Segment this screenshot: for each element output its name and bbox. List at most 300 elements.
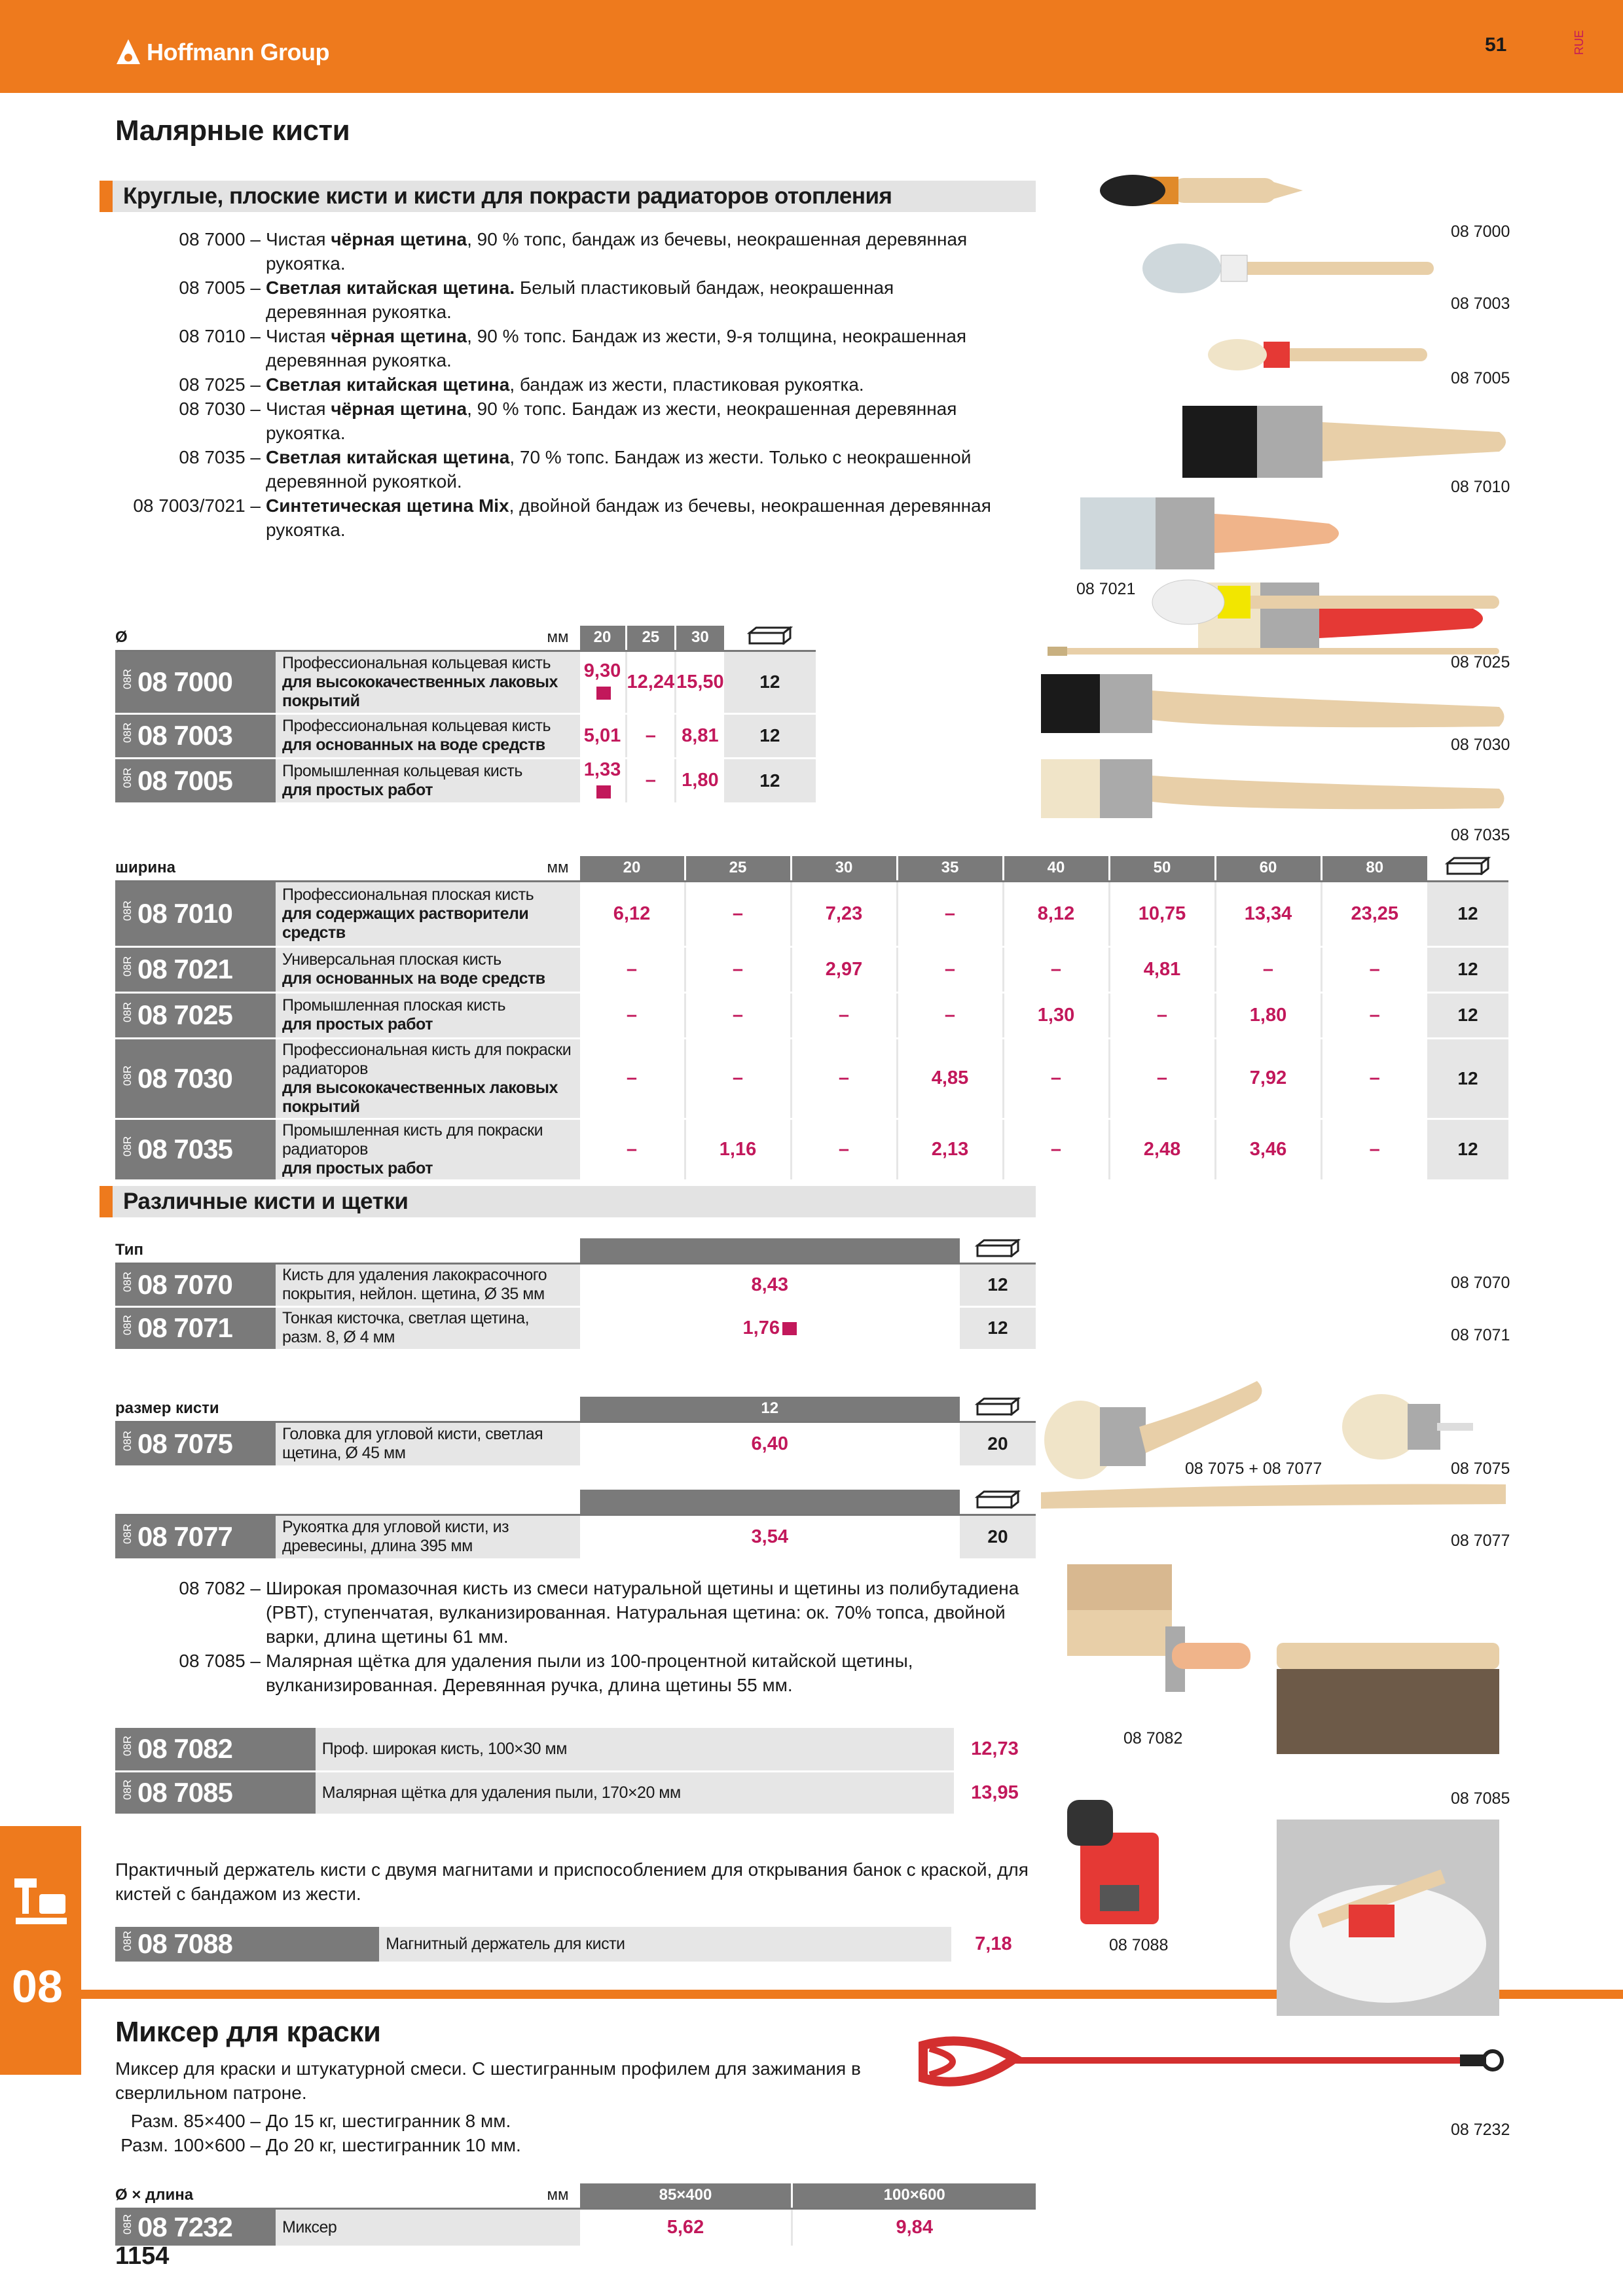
desc-item — [115, 227, 993, 276]
desc-line: Промышленная кольцевая кисть — [282, 761, 522, 780]
desc-line: Профессиональная плоская кисть — [282, 885, 534, 904]
header-label: ширина — [115, 856, 276, 881]
desc-line: Малярная щётка для удаления пыли, 170×20 мм — [321, 1783, 681, 1802]
prefix: 08R — [121, 900, 134, 921]
size-header — [579, 1238, 960, 1263]
desc-text: Светлая китайская щетина, бандаж из жести, пластиковая рукоятка. — [266, 374, 864, 395]
price-value — [897, 946, 1003, 992]
size-header — [579, 1490, 960, 1515]
desc-line: Промышленная кисть для покраски радиаторов — [282, 1121, 543, 1158]
brush-7003-image — [1142, 243, 1434, 293]
caption-7077: 08 7077 — [1451, 1532, 1510, 1550]
logo-text: Hoffmann Group — [147, 39, 329, 65]
price-value — [579, 1515, 960, 1559]
logo-icon — [115, 38, 141, 67]
prefix: 08R — [121, 2214, 134, 2234]
product-description — [276, 1306, 579, 1350]
price-text: – — [1050, 1067, 1062, 1088]
package-icon — [975, 1239, 1021, 1257]
desc-code: 08 7035 – — [179, 447, 261, 467]
language-code: RUE — [1573, 29, 1586, 55]
highlight-square — [782, 1322, 797, 1335]
caption-7000: 08 7000 — [1451, 223, 1510, 241]
prefix: 08R — [121, 1314, 134, 1335]
prefix: 08R — [121, 1136, 134, 1157]
mixer-title: Миксер для краски — [115, 2016, 381, 2048]
size-header: 25 — [685, 856, 791, 881]
prefix: 08R — [121, 668, 134, 689]
size-text: До 20 кг, шестигранник 10 мм. — [266, 2135, 521, 2155]
product-description — [276, 1119, 579, 1180]
price-text: 2,13 — [931, 1138, 969, 1160]
price-text: – — [645, 770, 656, 791]
price-value — [676, 758, 724, 803]
article-number[interactable] — [115, 758, 276, 803]
prefix: 08R — [121, 1001, 134, 1022]
desc-code: 08 7005 – — [179, 278, 261, 298]
product-description — [276, 713, 579, 758]
desc-line: Рукоятка для угловой кисти, из древесины, длина 395 мм — [282, 1518, 509, 1555]
header-unit — [276, 1490, 579, 1515]
article-number[interactable] — [115, 2208, 276, 2246]
section-bar-1 — [100, 181, 1036, 212]
price-value — [579, 1306, 960, 1350]
price-text: – — [1156, 1067, 1168, 1088]
price-text: 12,73 — [971, 1738, 1019, 1759]
price-text: – — [626, 1004, 638, 1026]
caption-7088: 08 7088 — [1109, 1936, 1169, 1954]
brush-7035-image — [1041, 759, 1504, 818]
desc-line: Универсальная плоская кисть — [282, 950, 501, 969]
pack-qty: 20 — [960, 1515, 1036, 1559]
header-unit: мм — [276, 2183, 579, 2208]
size-header: 100×600 — [792, 2183, 1036, 2208]
price-value — [897, 1119, 1003, 1180]
desc-bold: Светлая китайская щетина — [266, 374, 510, 395]
size-header: 60 — [1215, 856, 1321, 881]
desc-line: Магнитный держатель для кисти — [386, 1934, 625, 1953]
price-text: – — [732, 958, 744, 980]
table-row — [115, 651, 816, 713]
desc-code: 08 7003/7021 – — [133, 495, 261, 516]
price-text: 9,30 — [583, 660, 621, 681]
price-text: – — [626, 958, 638, 980]
product-description — [276, 881, 579, 946]
article-code: 08 7232 — [137, 2212, 232, 2242]
desc-text: Светлая китайская щетина. Белый пластиковый бандаж, неокрашенная деревянная рукоятка. — [266, 278, 894, 322]
price-text: – — [838, 1138, 850, 1160]
product-illustrations — [1041, 170, 1512, 1558]
highlight-square — [596, 785, 611, 798]
price-value — [791, 992, 897, 1038]
holder-description: Практичный держатель кисти с двумя магнитами и приспособлением для открывания банок с краской, для кистей с бандажом из жести. — [115, 1859, 1029, 1904]
section-title: Круглые, плоские кисти и кисти для покрасти радиаторов отопления — [123, 183, 892, 209]
size-text: До 15 кг, шестигранник 8 мм. — [266, 2111, 511, 2131]
brush-7085-image — [1277, 1643, 1499, 1754]
product-description — [379, 1927, 950, 1962]
price-value — [791, 1038, 897, 1119]
caption-7010: 08 7010 — [1451, 478, 1510, 496]
price-text: 6,12 — [613, 903, 651, 924]
price-value — [950, 1927, 1036, 1962]
header-label: размер кисти — [115, 1397, 276, 1422]
pack-qty: 12 — [1427, 946, 1508, 992]
desc-line: Головка для угловой кисти, светлая щетина, Ø 45 мм — [282, 1425, 543, 1462]
pack-qty: 12 — [1427, 1038, 1508, 1119]
desc-code: 08 7010 – — [179, 326, 261, 346]
price-text: – — [626, 1067, 638, 1088]
paint-tools-icon — [10, 1872, 71, 1931]
brush-7010-image — [1182, 406, 1506, 478]
article-number[interactable] — [115, 1927, 379, 1962]
article-number[interactable] — [115, 946, 276, 992]
price-text: 2,97 — [825, 958, 863, 980]
article-number[interactable] — [115, 1422, 276, 1466]
brush-7005-image — [1208, 339, 1427, 370]
table-angle-brush-head — [115, 1397, 1036, 1467]
caption-7035: 08 7035 — [1451, 826, 1510, 844]
package-icon — [747, 626, 793, 645]
size-header: 35 — [897, 856, 1003, 881]
desc-item — [115, 445, 993, 493]
table-header — [115, 626, 816, 651]
qty-header — [960, 1490, 1036, 1515]
desc-bold: чёрная щетина — [331, 229, 467, 249]
page-title: Малярные кисти — [115, 115, 350, 147]
product-description — [276, 2208, 579, 2246]
section-bar-2 — [100, 1186, 1036, 1217]
handle-7077-image — [1041, 1484, 1506, 1509]
package-icon — [975, 1490, 1021, 1509]
price-value — [953, 1771, 1036, 1814]
desc-bold: чёрная щетина — [331, 399, 467, 419]
header-unit: мм — [276, 856, 579, 881]
desc-item — [115, 276, 993, 324]
price-text: 1,80 — [1249, 1004, 1287, 1026]
product-description — [276, 651, 579, 713]
header-label: Ø × длина — [115, 2183, 276, 2208]
price-text: 10,75 — [1138, 903, 1186, 924]
article-number[interactable] — [115, 651, 276, 713]
mixer-size-item — [115, 2133, 835, 2157]
table-header — [115, 2183, 1036, 2208]
price-text: 8,81 — [682, 725, 719, 746]
size-header: 30 — [791, 856, 897, 881]
caption-7085: 08 7085 — [1451, 1789, 1510, 1808]
mixer-description: Миксер для краски и штукатурной смеси. С шестигранным профилем для зажимания в сверлильном патроне. — [115, 2058, 861, 2103]
product-description — [276, 1263, 579, 1306]
desc-text: Чистая чёрная щетина, 90 % топс, бандаж из бечевы, неокрашенная деревянная рукоятка. — [266, 229, 968, 274]
table-various-brushes — [115, 1238, 1036, 1351]
price-text: – — [1156, 1004, 1168, 1026]
article-code: 08 7082 — [137, 1733, 232, 1765]
highlight-square — [596, 687, 611, 700]
desc-text: Широкая промазочная кисть из смеси натуральной щетины и щетины из полибутадиена (PBT), ступенчатая, вулканизированная. Натуральная щетина: ок. 70% топса, двойной варки, длина щетины 61 мм. — [266, 1578, 1019, 1647]
price-value — [626, 758, 676, 803]
table-row — [115, 1927, 1036, 1962]
desc-code: 08 7030 – — [179, 399, 261, 419]
holder-7088-image — [1067, 1800, 1159, 1924]
desc-item — [115, 1576, 1032, 1649]
price-text: 5,62 — [666, 2216, 704, 2238]
pack-qty: 12 — [724, 651, 816, 713]
table-row — [115, 1515, 1036, 1559]
article-code: 08 7075 — [137, 1428, 232, 1459]
price-text: – — [626, 1138, 638, 1160]
price-value — [685, 1038, 791, 1119]
brush-7075-image — [1342, 1394, 1473, 1460]
price-text: – — [1050, 958, 1062, 980]
price-text: – — [1369, 1067, 1380, 1088]
chapter-number: 08 — [12, 1961, 63, 2012]
article-number[interactable] — [115, 1038, 276, 1119]
prefix: 08R — [121, 1271, 134, 1292]
price-value — [579, 1263, 960, 1306]
price-text: 1,80 — [682, 770, 719, 791]
section-title-2: Различные кисти и щетки — [123, 1189, 409, 1214]
qty-header — [960, 1397, 1036, 1422]
header-label: Ø — [115, 626, 276, 651]
article-code: 08 7077 — [137, 1521, 232, 1552]
price-text: – — [645, 725, 656, 746]
pack-qty: 12 — [960, 1306, 1036, 1350]
size-header: 85×400 — [579, 2183, 792, 2208]
table-mixer — [115, 2183, 1036, 2248]
price-text: – — [1050, 1138, 1062, 1160]
brush-7000-image — [1100, 175, 1303, 206]
article-code: 08 7000 — [137, 666, 232, 697]
price-text: – — [1262, 958, 1274, 980]
page-number: 51 — [1485, 34, 1507, 56]
header-unit — [276, 1238, 579, 1263]
product-description — [276, 758, 579, 803]
brush-7082-image — [1067, 1564, 1250, 1692]
article-number[interactable] — [115, 1306, 276, 1350]
article-code: 08 7005 — [137, 764, 232, 796]
price-value — [792, 2208, 1036, 2246]
size-header: 30 — [676, 626, 724, 651]
desc-code: 08 7025 – — [179, 374, 261, 395]
price-text: – — [1369, 1004, 1380, 1026]
header-label: Тип — [115, 1238, 276, 1263]
caption-7075: 08 7075 — [1451, 1460, 1510, 1478]
desc-text: Чистая чёрная щетина, 90 % топс. Бандаж из жести, неокрашенная деревянная рукоятка. — [266, 399, 957, 443]
price-value — [579, 1119, 685, 1180]
table-header — [115, 1490, 1036, 1515]
price-text: 4,85 — [931, 1067, 969, 1088]
desc-bold: чёрная щетина — [331, 326, 467, 346]
section1-description — [115, 227, 993, 542]
size-header: 12 — [579, 1397, 960, 1422]
article-number[interactable] — [115, 1728, 316, 1771]
size-code: Разм. 100×600 – — [120, 2135, 261, 2155]
table-row — [115, 2208, 1036, 2246]
desc-line: Профессиональная кисть для покраски радиаторов — [282, 1040, 572, 1078]
price-value — [685, 881, 791, 946]
prefix: 08R — [121, 1065, 134, 1086]
product-description — [276, 992, 579, 1038]
product-description — [316, 1728, 953, 1771]
price-value — [685, 946, 791, 992]
article-number[interactable] — [115, 881, 276, 946]
price-text: 7,92 — [1249, 1067, 1287, 1088]
desc-bold: Светлая китайская щетина. — [266, 278, 515, 298]
article-number[interactable] — [115, 1263, 276, 1306]
prefix: 08R — [121, 722, 134, 743]
price-value — [791, 881, 897, 946]
article-number[interactable] — [115, 1119, 276, 1180]
pack-qty: 20 — [960, 1422, 1036, 1466]
article-code: 08 7003 — [137, 720, 232, 751]
article-number[interactable] — [115, 1771, 316, 1814]
caption-7070: 08 7070 — [1451, 1274, 1510, 1292]
table-row — [115, 1771, 1036, 1814]
article-number[interactable] — [115, 992, 276, 1038]
header-label — [115, 1490, 276, 1515]
prefix: 08R — [121, 1430, 134, 1451]
price-value — [685, 1119, 791, 1180]
caption-7021: 08 7021 — [1076, 580, 1136, 598]
caption-7005: 08 7005 — [1451, 369, 1510, 387]
price-value — [579, 758, 626, 803]
price-value — [676, 713, 724, 758]
desc-line: Миксер — [282, 2217, 337, 2236]
article-number[interactable] — [115, 713, 276, 758]
header-unit — [276, 1397, 579, 1422]
price-text: – — [944, 1004, 956, 1026]
price-text: – — [944, 903, 956, 924]
article-code: 08 7030 — [137, 1062, 232, 1094]
price-text: 13,95 — [971, 1782, 1019, 1803]
table-row — [115, 713, 816, 758]
desc-line: Кисть для удаления лакокрасочного покрытия, нейлон. щетина, Ø 35 мм — [282, 1266, 547, 1303]
size-header: 80 — [1321, 856, 1427, 881]
article-code: 08 7035 — [137, 1134, 232, 1164]
desc-bold: Светлая китайская щетина — [266, 447, 510, 467]
price-text: 3,54 — [751, 1526, 788, 1547]
price-value — [897, 992, 1003, 1038]
price-text: 23,25 — [1351, 903, 1399, 924]
price-text: 2,48 — [1143, 1138, 1181, 1160]
holder-7088-photo — [1277, 1820, 1499, 2016]
pack-qty: 12 — [1427, 881, 1508, 946]
price-text: – — [732, 1067, 744, 1088]
price-value — [579, 1422, 960, 1466]
price-text: 7,18 — [975, 1933, 1012, 1954]
price-text: 8,43 — [751, 1274, 788, 1295]
table-row — [115, 1263, 1036, 1306]
size-header: 40 — [1003, 856, 1109, 881]
desc-line: Проф. широкая кисть, 100×30 мм — [321, 1739, 567, 1758]
prefix: 08R — [121, 1779, 134, 1800]
price-text: 8,12 — [1037, 903, 1075, 924]
price-value — [579, 946, 685, 992]
table-wide-brushes — [115, 1728, 1036, 1816]
price-text: – — [732, 1004, 744, 1026]
section2-description — [115, 1576, 1032, 1697]
size-header: 20 — [579, 626, 626, 651]
caption-7082: 08 7082 — [1123, 1729, 1183, 1748]
price-text: 9,84 — [896, 2216, 933, 2238]
size-header: 50 — [1109, 856, 1215, 881]
price-text: 3,46 — [1249, 1138, 1287, 1160]
desc-text: Чистая чёрная щетина, 90 % топс. Бандаж из жести, 9-я толщина, неокрашенная деревянная рукоятка. — [266, 326, 967, 370]
product-description — [276, 946, 579, 992]
price-value — [579, 713, 626, 758]
caption-7030: 08 7030 — [1451, 736, 1510, 754]
product-description — [276, 1038, 579, 1119]
price-value — [791, 1119, 897, 1180]
table-round-brushes — [115, 626, 816, 804]
desc-line-bold: для простых работ — [282, 1158, 433, 1177]
pack-qty: 12 — [1427, 992, 1508, 1038]
caption-7071: 08 7071 — [1451, 1326, 1510, 1344]
article-code: 08 7021 — [137, 954, 232, 984]
chapter-tab[interactable] — [0, 1826, 81, 2075]
prefix: 08R — [121, 767, 134, 788]
size-header: 25 — [626, 626, 676, 651]
price-text: 4,81 — [1143, 958, 1181, 980]
brush-7021-image — [1080, 497, 1339, 569]
desc-item — [115, 397, 993, 445]
desc-code: 08 7082 – — [179, 1578, 261, 1598]
desc-code: 08 7000 – — [179, 229, 261, 249]
desc-item — [115, 372, 993, 397]
price-value — [579, 1038, 685, 1119]
caption-7025: 08 7025 — [1451, 653, 1510, 672]
desc-line-bold: для простых работ — [282, 1015, 433, 1033]
price-value — [676, 651, 724, 713]
price-text: – — [1369, 1138, 1380, 1160]
brush-7030-image — [1041, 674, 1504, 733]
price-value — [791, 946, 897, 992]
desc-line-bold: для простых работ — [282, 780, 433, 799]
article-code: 08 7070 — [137, 1269, 232, 1300]
price-text: 7,23 — [825, 903, 863, 924]
desc-line-bold: для основанных на воде средств — [282, 969, 545, 988]
prefix: 08R — [121, 956, 134, 977]
article-code: 08 7088 — [137, 1928, 232, 1960]
prefix: 08R — [121, 1736, 134, 1757]
desc-line: Промышленная плоская кисть — [282, 996, 506, 1014]
desc-line-bold: для высококачественных лаковых покрытий — [282, 672, 558, 710]
price-value — [626, 651, 676, 713]
price-value — [626, 713, 676, 758]
mixer-sizes — [115, 2109, 835, 2157]
price-value — [579, 651, 626, 713]
desc-line: Тонкая кисточка, светлая щетина, разм. 8, Ø 4 мм — [282, 1309, 530, 1346]
brush-7071-image — [1048, 647, 1499, 656]
desc-text: Светлая китайская щетина, 70 % топс. Бандаж из жести. Только с неокрашенной деревянной рукояткой. — [266, 447, 972, 492]
price-text: 12,24 — [627, 671, 675, 692]
table-angle-brush-handle — [115, 1490, 1036, 1560]
article-code: 08 7010 — [137, 898, 232, 929]
mixer-size-item — [115, 2109, 835, 2133]
price-value — [579, 992, 685, 1038]
article-code: 08 7071 — [137, 1312, 232, 1343]
package-icon — [975, 1397, 1021, 1416]
article-code: 08 7025 — [137, 999, 232, 1030]
price-text: – — [838, 1067, 850, 1088]
price-text: 5,01 — [583, 725, 621, 746]
prefix: 08R — [121, 1523, 134, 1544]
article-number[interactable] — [115, 1515, 276, 1559]
pack-qty: 12 — [960, 1263, 1036, 1306]
table-row — [115, 1306, 1036, 1350]
price-text: 1,33 — [583, 759, 621, 780]
qty-header — [724, 626, 816, 651]
price-text: – — [732, 903, 744, 924]
